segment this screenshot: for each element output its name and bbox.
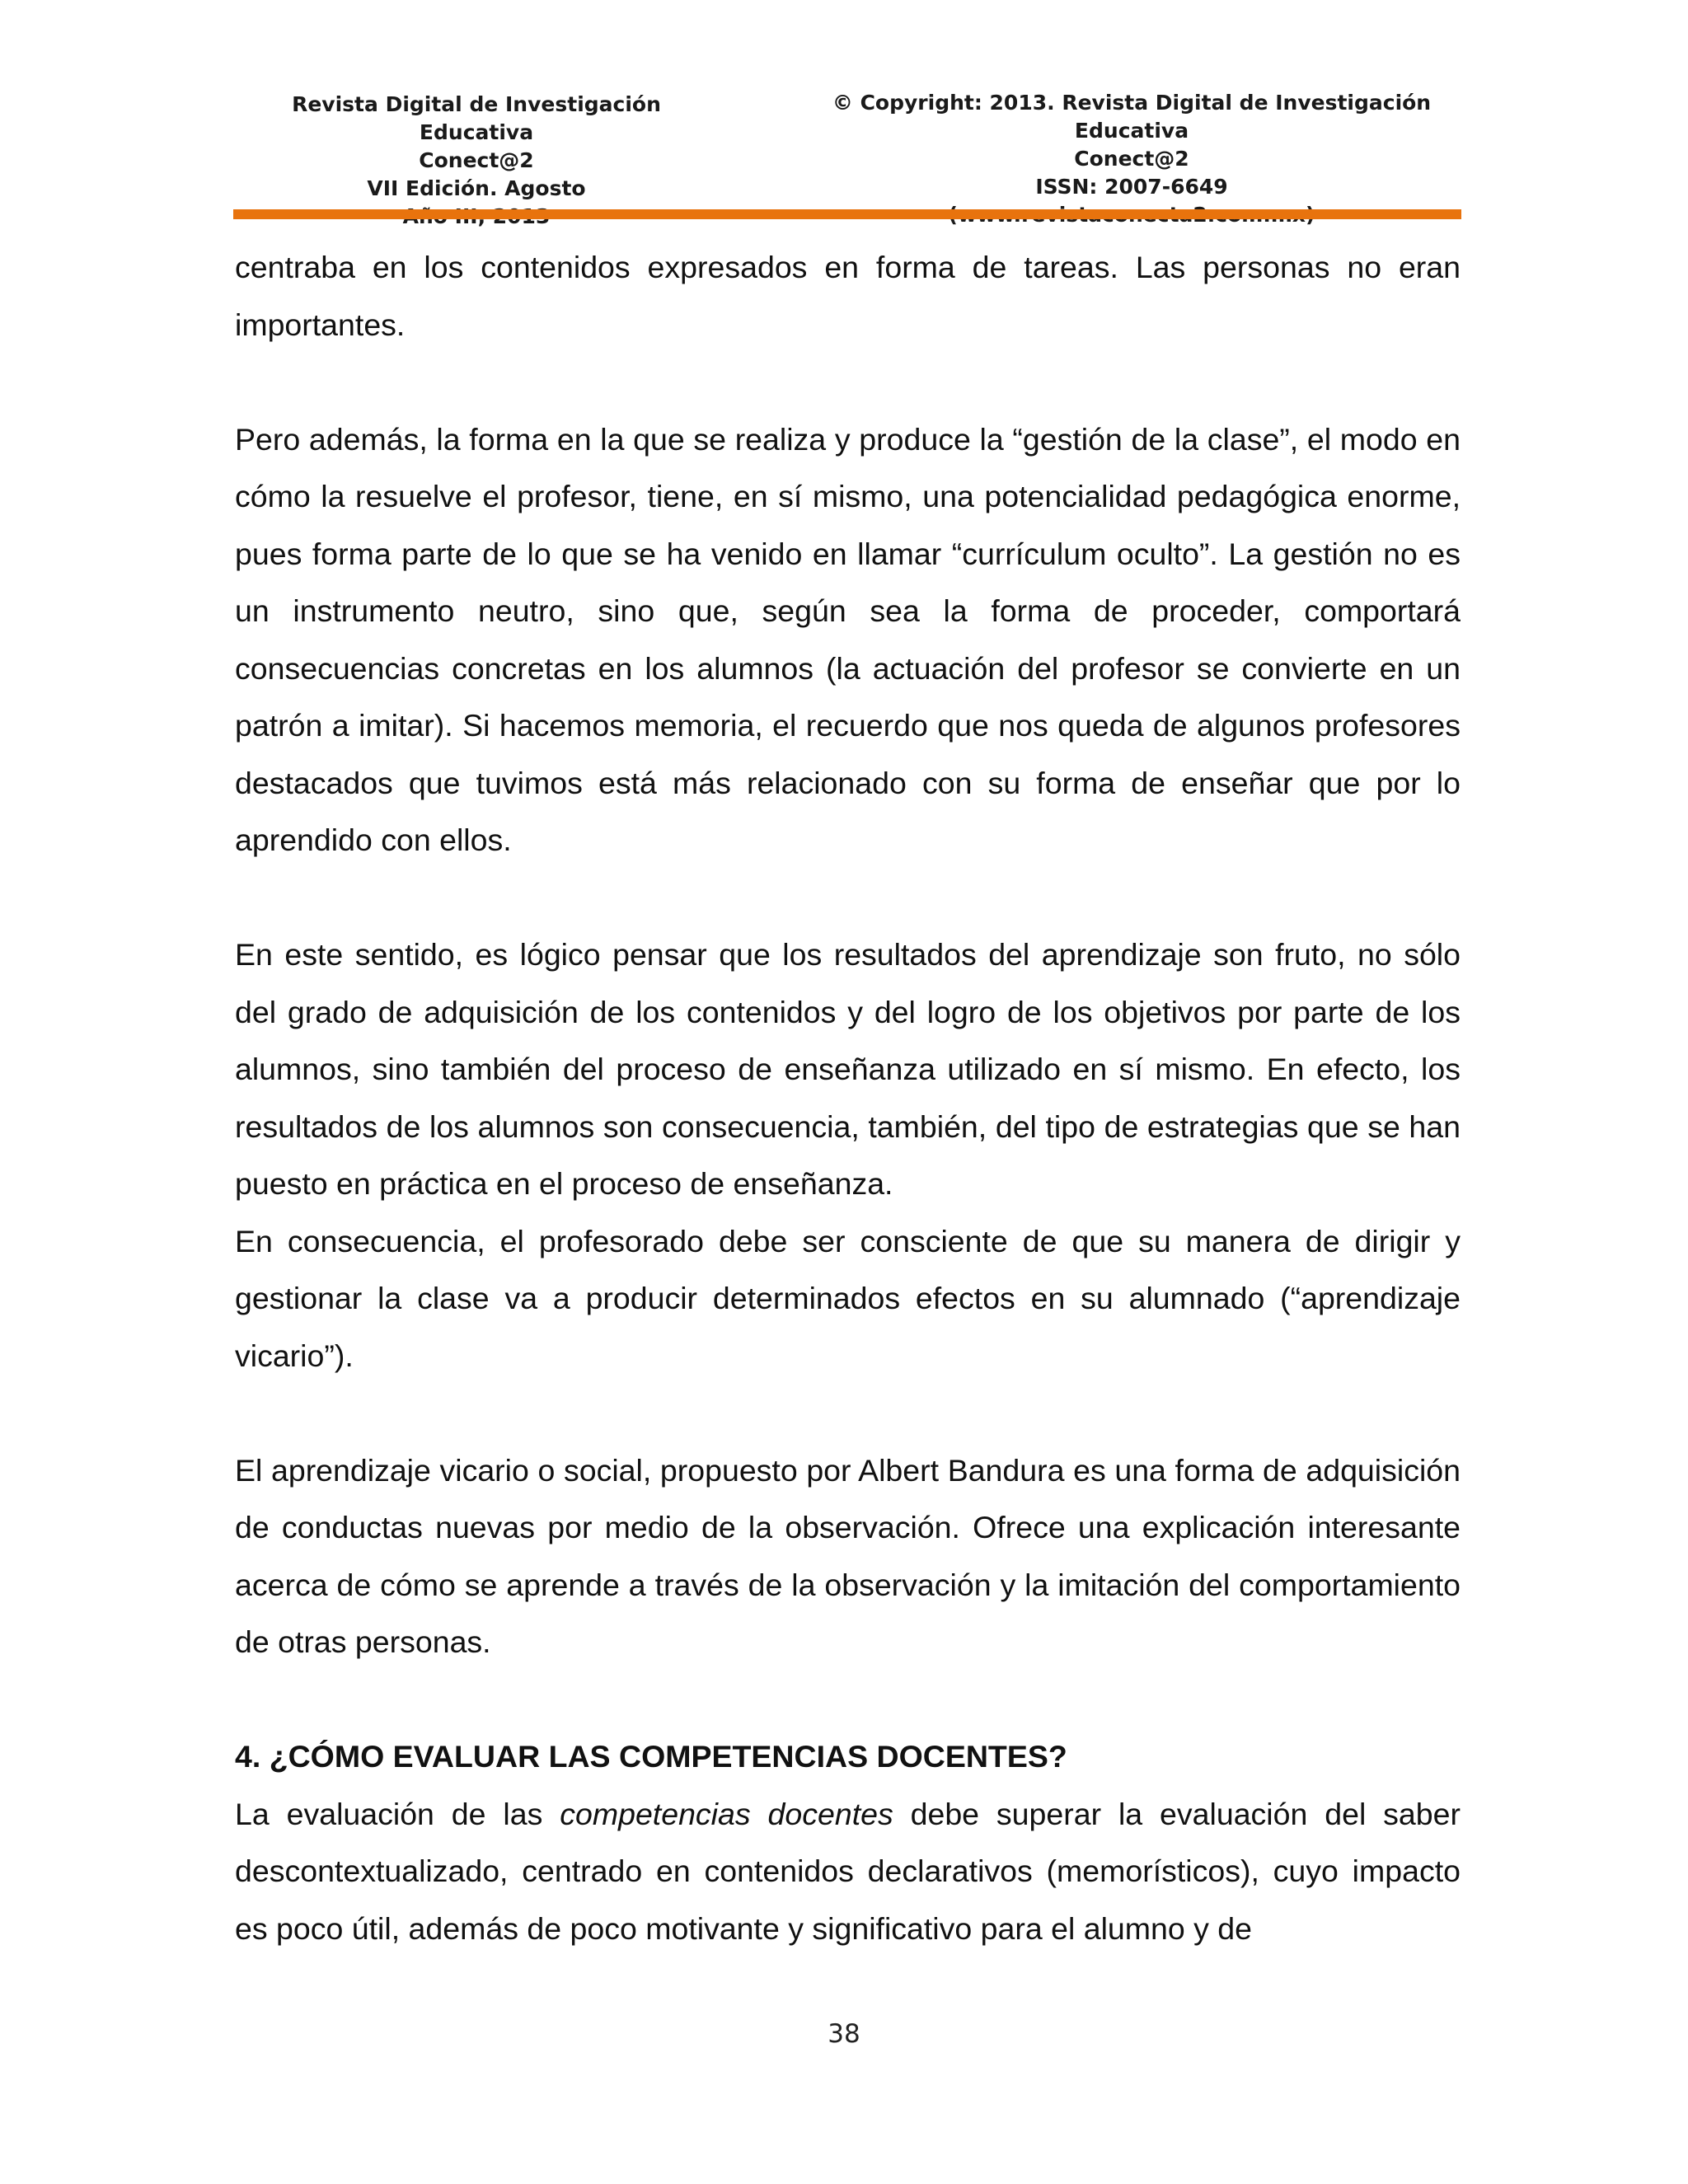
journal-name: Conect@2 (419, 148, 534, 172)
journal-title: Revista Digital de Investigación Educativa (292, 92, 661, 144)
paragraph-5: El aprendizaje vicario o social, propuesto por Albert Bandura es una forma de adquisición de conductas nuevas por medio de la observación. Ofrece una explicación interesante acerca de cómo se aprende a través de la observación y la imitación del comportamiento de otras personas. (235, 1452, 1461, 1659)
paragraph-spacer (235, 1671, 1461, 1729)
journal-edition: VII Edición. Agosto (367, 176, 586, 200)
paragraph-6 (235, 1786, 1461, 1958)
paragraph-spacer (235, 354, 1461, 411)
article-body (235, 239, 1461, 1957)
paragraph-6-end: debe superar la evaluación del saber descontextualizado, centrado en contenidos declarativos (memorísticos), cuyo impacto es poco útil, además de poco motivante y significativo para el alumno y de (235, 1796, 1461, 1946)
paragraph-spacer (235, 1385, 1461, 1442)
paragraph-6-start: La evaluación de las (235, 1796, 560, 1831)
paragraph-spacer (235, 869, 1461, 927)
paragraph-6-emphasis: competencias docentes (560, 1796, 893, 1831)
paragraph-2: Pero además, la forma en la que se realiza y produce la “gestión de la clase”, el modo en cómo la resuelve el profesor, tiene, en sí mismo, una potencialidad pedagógica enorme, pues forma parte de lo que se ha venido en llamar “currículum oculto”. La gestión no es un instrumento neutro, sino que, según sea la forma de proceder, comportará consecuencias concretas en los alumnos (la actuación del profesor se convierte en un patrón a imitar). Si hacemos memoria, el recuerdo que nos queda de algunos profesores destacados que tuvimos está más relacionado con su forma de enseñar que por lo aprendido con ellos. (235, 421, 1461, 857)
section-heading: 4. ¿CÓMO EVALUAR LAS COMPETENCIAS DOCENTES? (235, 1739, 1067, 1774)
copyright-journal-name: Conect@2 (1074, 147, 1189, 171)
issn: ISSN: 2007-6649 (1035, 175, 1228, 199)
copyright-line: © Copyright: 2013. Revista Digital de Investigación Educativa (832, 91, 1432, 143)
page-header (233, 91, 1461, 214)
paragraph-4: En consecuencia, el profesorado debe ser consciente de que su manera de dirigir y gestionar la clase va a producir determinados efectos en su alumnado (“aprendizaje vicario”). (235, 1223, 1461, 1373)
copyright-info (802, 89, 1461, 229)
header-divider (233, 209, 1461, 219)
paragraph-1: centraba en los contenidos expresados en forma de tareas. Las personas no eran importantes. (235, 250, 1461, 342)
paragraph-3: En este sentido, es lógico pensar que los resultados del aprendizaje son fruto, no sólo del grado de adquisición de los contenidos y del logro de los objetivos por parte de los alumnos, sino también del proceso de enseñanza utilizado en sí mismo. En efecto, los resultados de los alumnos son consecuencia, también, del tipo de estrategias que se han puesto en práctica en el proceso de enseñanza. (235, 937, 1461, 1201)
page-number: 38 (828, 2019, 860, 2049)
